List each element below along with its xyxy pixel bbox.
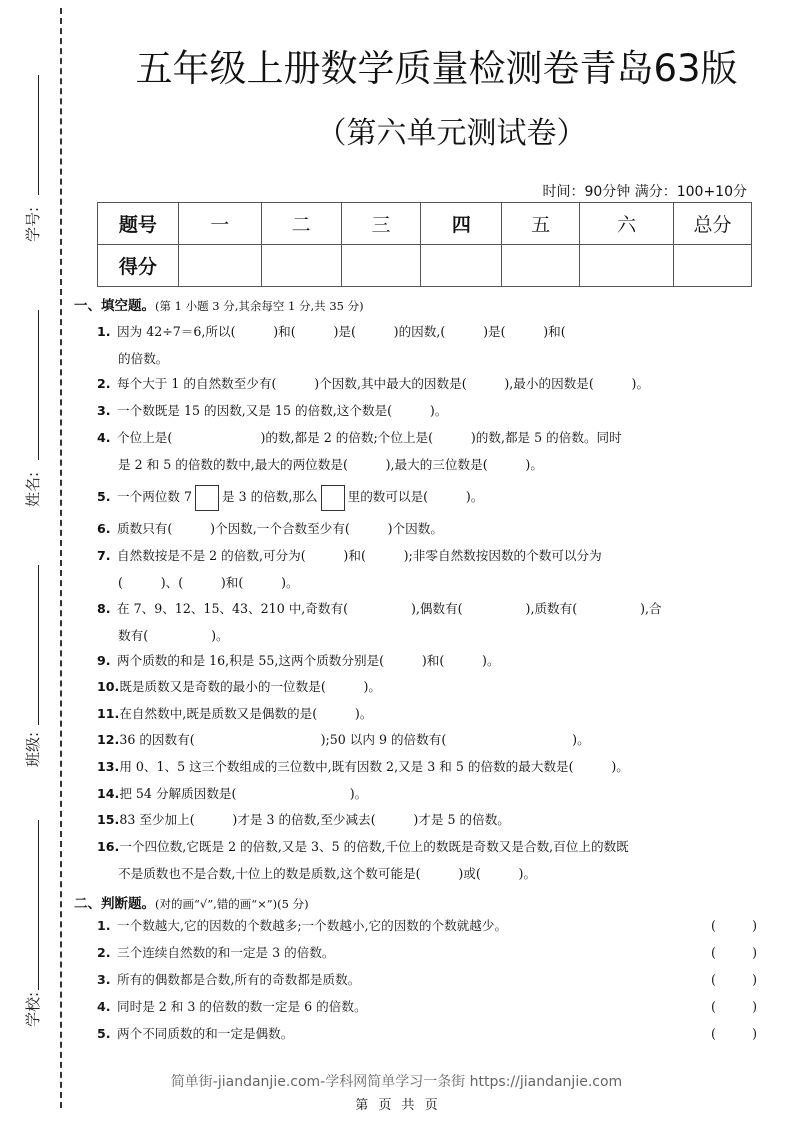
answer-parentheses[interactable] <box>711 1024 757 1044</box>
fill-question-5 <box>97 483 757 511</box>
question-number: 5. <box>97 1026 111 1041</box>
question-text: 一个两位数 7 <box>117 489 192 504</box>
score-cell-1[interactable] <box>178 245 261 287</box>
fill-question-12 <box>97 726 757 753</box>
question-text: 36 的因数有( );50 以内 9 的倍数有( )。 <box>119 732 590 747</box>
page-title: 五年级上册数学质量检测卷青岛63版 <box>135 47 738 90</box>
student-id-underline[interactable] <box>38 75 39 195</box>
score-cell-6[interactable] <box>580 245 674 287</box>
fill-question-10 <box>97 673 757 700</box>
question-number: 4. <box>97 999 111 1014</box>
column-5: 五 <box>502 203 580 245</box>
fill-question-4 <box>97 424 757 478</box>
section-2-title: 二、判断题。 <box>74 896 155 912</box>
question-text: 在 7、9、12、15、43、210 中,奇数有( ),偶数有( ),质数有( ),合 <box>117 601 662 616</box>
judge-question-2 <box>97 943 757 963</box>
question-text-continued: ( )、( )和( )。 <box>118 575 299 590</box>
paren-open: ( <box>711 1026 716 1041</box>
class-field <box>0 560 60 790</box>
question-number: 3. <box>97 403 111 418</box>
page-subtitle: （第六单元测试卷） <box>316 116 587 151</box>
question-text: 因为 42÷7＝6,所以( )和( )是( )的因数,( )是( )和( <box>117 324 566 339</box>
question-text: 所有的偶数都是合数,所有的奇数都是质数。 <box>117 972 361 987</box>
question-text: 一个数越大,它的因数的个数越多;一个数越小,它的因数的个数就越少。 <box>117 918 508 933</box>
column-6: 六 <box>580 203 674 245</box>
school-field <box>0 815 60 1045</box>
judge-question-4 <box>97 997 757 1017</box>
fill-question-1 <box>97 318 757 372</box>
answer-parentheses[interactable] <box>711 943 757 963</box>
paren-open: ( <box>711 999 716 1014</box>
fill-question-2 <box>97 370 757 397</box>
question-number: 9. <box>97 653 111 668</box>
digit-blank-box[interactable] <box>321 485 345 511</box>
fill-question-8 <box>97 595 757 649</box>
question-text: 用 0、1、5 这三个数组成的三位数中,既有因数 2,又是 3 和 5 的倍数的最大数是( )。 <box>119 759 629 774</box>
section-2-heading <box>74 892 309 912</box>
question-text: 个位上是( )的数,都是 2 的倍数;个位上是( )的数,都是 5 的倍数。同时 <box>117 430 622 445</box>
judge-question-3 <box>97 970 757 990</box>
question-text: 里的数可以是( )。 <box>347 489 484 504</box>
fold-line <box>60 8 62 1108</box>
question-number: 6. <box>97 521 111 536</box>
judge-question-1 <box>97 916 757 936</box>
paren-open: ( <box>711 918 716 933</box>
fill-question-14 <box>97 780 757 807</box>
section-1-note: (第 1 小题 3 分,其余每空 1 分,共 35 分) <box>155 299 364 313</box>
question-number: 14. <box>97 786 120 801</box>
question-text-continued: 不是质数也不是合数,十位上的数是质数,这个数可能是( )或( )。 <box>118 866 537 881</box>
question-text: 两个质数的和是 16,积是 55,这两个质数分别是( )和( )。 <box>117 653 500 668</box>
question-text-continued: 的倍数。 <box>118 351 169 366</box>
question-number: 12. <box>97 732 120 747</box>
question-number: 1. <box>97 324 111 339</box>
question-number: 8. <box>97 601 111 616</box>
fill-question-15 <box>97 806 757 833</box>
student-id-field <box>0 70 60 270</box>
student-name-label: 姓名: <box>24 471 42 507</box>
section-1-heading <box>74 294 364 314</box>
question-text: 质数只有( )个因数,一个合数至少有( )个因数。 <box>117 521 443 536</box>
question-number: 7. <box>97 548 111 563</box>
score-table-header-row <box>98 203 752 245</box>
question-text-continued: 是 2 和 5 的倍数的数中,最大的两位数是( ),最大的三位数是( )。 <box>118 457 543 472</box>
digit-blank-box[interactable] <box>195 485 219 511</box>
question-text: 是 3 的倍数,那么 <box>222 489 318 504</box>
question-text: 自然数按是不是 2 的倍数,可分为( )和( );非零自然数按因数的个数可以分为 <box>117 548 602 563</box>
column-2: 二 <box>261 203 341 245</box>
student-name-field <box>0 305 60 525</box>
school-underline[interactable] <box>38 820 39 990</box>
question-text: 在自然数中,既是质数又是偶数的是( )。 <box>119 706 373 721</box>
score-cell-4[interactable] <box>421 245 502 287</box>
score-cell-2[interactable] <box>261 245 341 287</box>
fill-question-9 <box>97 647 757 674</box>
question-text: 83 至少加上( )才是 3 的倍数,至少减去( )才是 5 的倍数。 <box>119 812 510 827</box>
fill-question-11 <box>97 700 757 727</box>
section-2-note: (对的画“√”,错的画“×”)(5 分) <box>155 897 309 911</box>
student-id-label: 学号: <box>24 206 42 242</box>
answer-parentheses[interactable] <box>711 970 757 990</box>
exam-meta: 时间：90分钟 满分：100+10分 <box>542 184 747 200</box>
question-text: 把 54 分解质因数是( )。 <box>119 786 368 801</box>
question-text: 每个大于 1 的自然数至少有( )个因数,其中最大的因数是( ),最小的因数是( )。 <box>117 376 650 391</box>
question-number: 4. <box>97 430 111 445</box>
paren-close: ) <box>752 1026 757 1041</box>
question-number: 1. <box>97 918 111 933</box>
fill-question-16 <box>97 833 757 887</box>
watermark-link[interactable]: 简单街-jiandanjie.com-学科网简单学习一条街 https://jiandanjie.com <box>170 1074 623 1090</box>
question-text: 一个四位数,它既是 2 的倍数,又是 3、5 的倍数,千位上的数既是奇数又是合数,百位上的数既 <box>119 839 629 854</box>
question-text: 三个连续自然数的和一定是 3 的倍数。 <box>117 945 335 960</box>
score-table-score-row <box>98 245 752 287</box>
column-total: 总分 <box>674 203 752 245</box>
question-number: 10. <box>97 679 120 694</box>
question-number: 2. <box>97 376 111 391</box>
fill-question-13 <box>97 753 757 780</box>
paren-close: ) <box>752 999 757 1014</box>
score-table <box>97 202 752 287</box>
class-label: 班级: <box>24 731 42 767</box>
fill-question-7 <box>97 542 757 596</box>
fill-question-6 <box>97 515 757 542</box>
class-underline[interactable] <box>38 565 39 725</box>
row-header-score: 得分 <box>98 245 179 287</box>
page-number: 第 页 共 页 <box>355 1098 438 1113</box>
column-1: 一 <box>178 203 261 245</box>
paren-close: ) <box>752 945 757 960</box>
student-name-underline[interactable] <box>38 310 39 460</box>
question-text: 既是质数又是奇数的最小的一位数是( )。 <box>119 679 382 694</box>
score-cell-total[interactable] <box>674 245 752 287</box>
question-number: 16. <box>97 839 120 854</box>
question-number: 2. <box>97 945 111 960</box>
paren-close: ) <box>752 918 757 933</box>
paren-open: ( <box>711 945 716 960</box>
question-number: 15. <box>97 812 120 827</box>
question-number: 3. <box>97 972 111 987</box>
question-text: 一个数既是 15 的因数,又是 15 的倍数,这个数是( )。 <box>117 403 448 418</box>
school-label: 学校: <box>24 991 42 1027</box>
question-text: 两个不同质数的和一定是偶数。 <box>117 1026 294 1041</box>
column-4: 四 <box>421 203 502 245</box>
score-cell-3[interactable] <box>341 245 421 287</box>
section-1-title: 一、填空题。 <box>74 298 155 314</box>
question-number: 11. <box>97 706 120 721</box>
question-text: 同时是 2 和 3 的倍数的数一定是 6 的倍数。 <box>117 999 367 1014</box>
answer-parentheses[interactable] <box>711 916 757 936</box>
question-text-continued: 数有( )。 <box>118 628 229 643</box>
question-number: 13. <box>97 759 120 774</box>
score-cell-5[interactable] <box>502 245 580 287</box>
row-header-question: 题号 <box>98 203 179 245</box>
judge-question-5 <box>97 1024 757 1044</box>
paren-close: ) <box>752 972 757 987</box>
column-3: 三 <box>341 203 421 245</box>
answer-parentheses[interactable] <box>711 997 757 1017</box>
question-number: 5. <box>97 489 111 504</box>
paren-open: ( <box>711 972 716 987</box>
fill-question-3 <box>97 397 757 424</box>
